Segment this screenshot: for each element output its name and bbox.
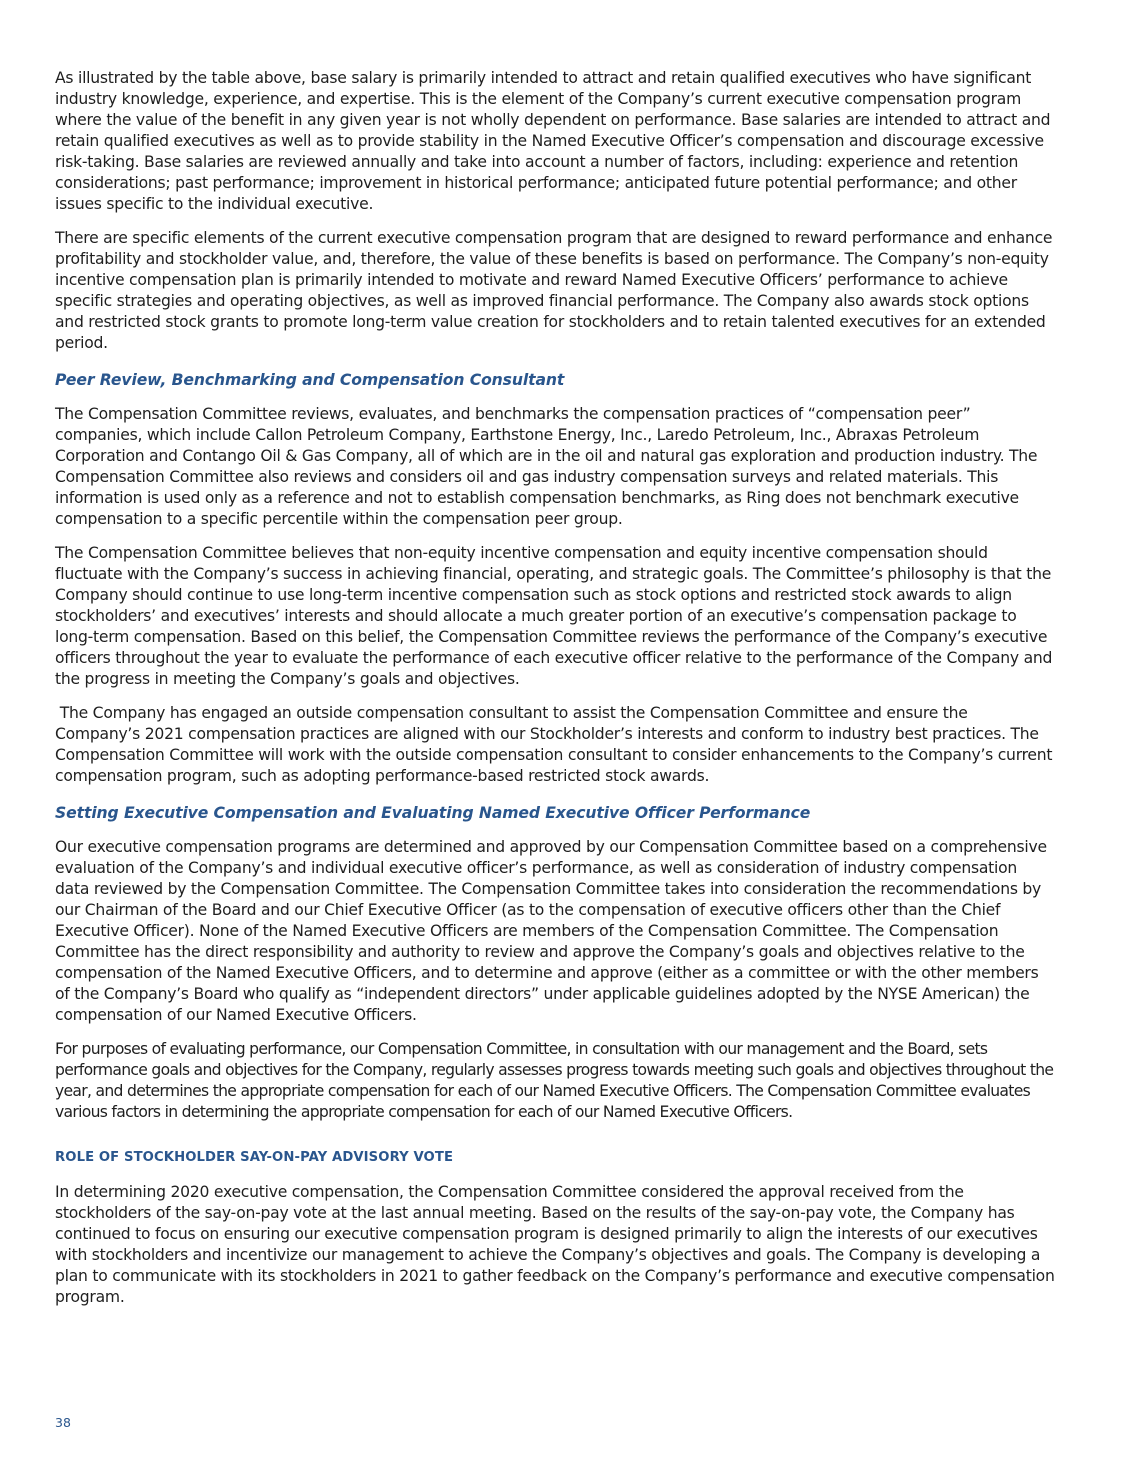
page-number: 38 — [55, 1415, 71, 1430]
paragraph-committee-philosophy: The Compensation Committee believes that non-equity incentive compensation and equity incentive compensation should fluctuate with the Company’s success in achieving financial, operating, and strategic goals. The Committee’s philosophy is that the Company should continue to use long-term incentive compensation such as stock options and restricted stock awards to align stockholders’ and executives’ interests and should allocate a much greater portion of an executive’s compensation package to long-term compensation. Based on this belief, the Compensation Committee reviews the performance of the Company’s executive officers throughout the year to evaluate the performance of each executive officer relative to the performance of the Company and the progress in meeting the Company’s goals and objectives. — [55, 544, 1053, 688]
heading-say-on-pay: ROLE OF STOCKHOLDER SAY-ON-PAY ADVISORY VOTE — [55, 1150, 454, 1165]
paragraph-evaluating-performance: For purposes of evaluating performance, our Compensation Committee, in consultation with our management and the Board, sets performance goals and objectives for the Company, regularly assesses progress towards meeting such goals and objectives throughout the year, and determines the appropriate compensation for each of our Named Executive Officers. The Compensation Committee evaluates various factors in determining the appropriate compensation for each of our Named Executive Officers. — [55, 1040, 1054, 1121]
paragraph-outside-consultant: The Company has engaged an outside compensation consultant to assist the Compensation Committee and ensure the Company’s 2021 compensation practices are aligned with our Stockholder’s interests and conform to industry best practices. The Compensation Committee will work with the outside compensation consultant to consider enhancements to the Company’s current compensation program, such as adopting performance-based restricted stock awards. — [55, 704, 1057, 785]
heading-peer-review: Peer Review, Benchmarking and Compensation Consultant — [55, 371, 565, 389]
paragraph-say-on-pay: In determining 2020 executive compensation, the Compensation Committee considered the approval received from the stockholders of the say-on-pay vote at the last annual meeting. Based on the results of the say-on-pay vote, the Company has continued to focus on ensuring our executive compensation program is designed primarily to align the interests of our executives with stockholders and incentivize our management to achieve the Company’s objectives and goals. The Company is developing a plan to communicate with its stockholders in 2021 to gather feedback on the Company’s performance and executive compensation program. — [55, 1183, 1055, 1306]
paragraph-compensation-programs: Our executive compensation programs are determined and approved by our Compensation Committee based on a comprehensive evaluation of the Company’s and individual executive officer’s performance, as well as consideration of industry compensation data reviewed by the Compensation Committee. The Compensation Committee takes into consideration the recommendations by our Chairman of the Board and our Chief Executive Officer (as to the compensation of executive officers other than the Chief Executive Officer). None of the Named Executive Officers are members of the Compensation Committee. The Compensation Committee has the direct responsibility and authority to review and approve the Company’s goals and objectives relative to the compensation of the Named Executive Officers, and to determine and approve (either as a committee or with the other members of the Company’s Board who qualify as “independent directors” under applicable guidelines adopted by the NYSE American) the compensation of our Named Executive Officers. — [55, 838, 1047, 1024]
paragraph-peer-companies: The Compensation Committee reviews, evaluates, and benchmarks the compensation practices of “compensation peer” companies, which include Callon Petroleum Company, Earthstone Energy, Inc., Laredo Petroleum, Inc., Abraxas Petroleum Corporation and Contango Oil & Gas Company, all of which are in the oil and natural gas exploration and production industry. The Compensation Committee also reviews and considers oil and gas industry compensation surveys and related materials. This information is used only as a reference and not to establish compensation benchmarks, as Ring does not benchmark executive compensation to a specific percentile within the compensation peer group. — [55, 405, 1038, 528]
document-page — [55, 68, 1055, 1308]
paragraph-base-salary: As illustrated by the table above, base salary is primarily intended to attract and retain qualified executives who have significant industry knowledge, experience, and expertise. This is the element of the Company’s current executive compensation program where the value of the benefit in any given year is not wholly dependent on performance. Base salaries are intended to attract and retain qualified executives as well as to provide stability in the Named Executive Officer’s compensation and discourage excessive risk-taking. Base salaries are reviewed annually and take into account a number of factors, including: experience and retention considerations; past performance; improvement in historical performance; anticipated future potential performance; and other issues specific to the individual executive. — [55, 69, 1051, 213]
paragraph-performance-elements: There are specific elements of the current executive compensation program that are designed to reward performance and enhance profitability and stockholder value, and, therefore, the value of these benefits is based on performance. The Company’s non-equity incentive compensation plan is primarily intended to motivate and reward Named Executive Officers’ performance to achieve specific strategies and operating objectives, as well as improved financial performance. The Company also awards stock options and restricted stock grants to promote long-term value creation for stockholders and to retain talented executives for an extended period. — [55, 229, 1053, 352]
heading-setting-compensation: Setting Executive Compensation and Evaluating Named Executive Officer Performance — [55, 804, 811, 822]
